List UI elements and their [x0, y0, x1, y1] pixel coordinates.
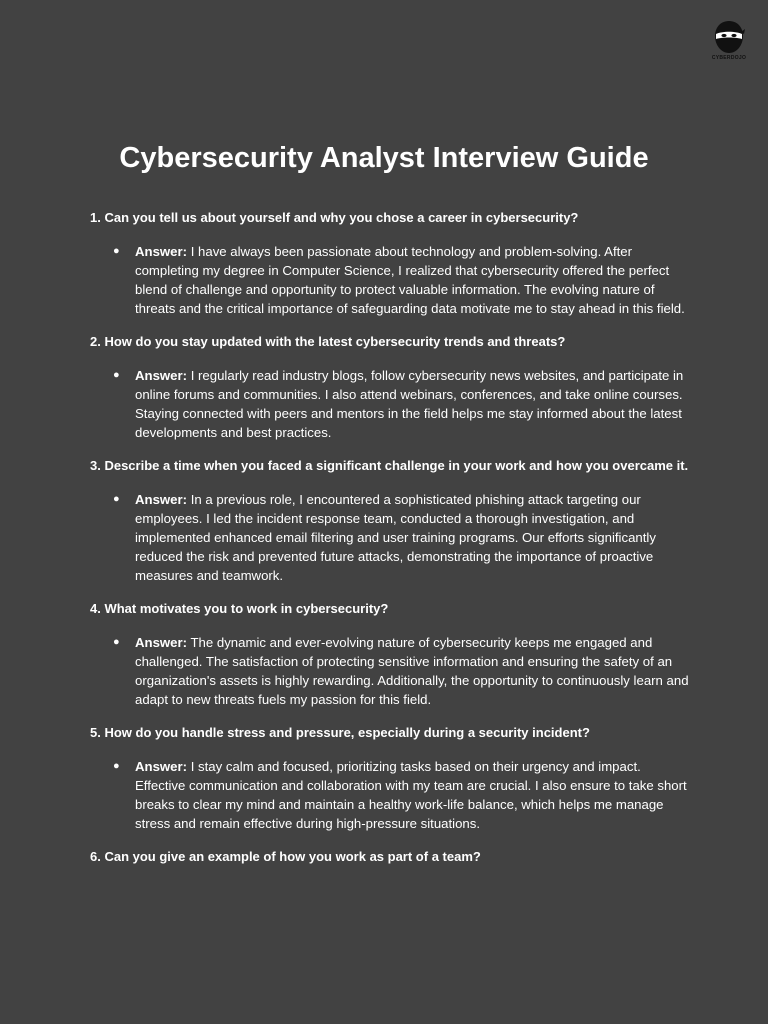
answer-text: In a previous role, I encountered a sophisticated phishing attack targeting our employees. I led the incident response team, conducted a thorough investigation, and implemented enhanced email filtering and user training programs. Our efforts significantly reduced the risk and prevented future attacks, demonstrating the importance of proactive measures and teamwork.: [135, 492, 656, 583]
question-heading: 4. What motivates you to work in cybersecurity?: [90, 601, 389, 616]
bullet-icon: ●: [113, 760, 120, 772]
answer-label: Answer:: [135, 759, 188, 774]
question-heading: 1. Can you tell us about yourself and why you chose a career in cybersecurity?: [90, 210, 579, 225]
question-heading: 2. How do you stay updated with the latest cybersecurity trends and threats?: [90, 334, 566, 349]
answer-bullet-item: [90, 366, 690, 442]
answer-label: Answer:: [135, 368, 188, 383]
answer-text: The dynamic and ever-evolving nature of cybersecurity keeps me engaged and challenged. The satisfaction of protecting sensitive information and ensuring the safety of an organization's assets is highly rewarding. Additionally, the opportunity to continuously learn and adapt to new threats fuels my passion for this field.: [135, 635, 689, 707]
ninja-mask-icon: [713, 20, 745, 54]
answer-label: Answer:: [135, 492, 188, 507]
answer-text: I regularly read industry blogs, follow cybersecurity news websites, and participate in online forums and communities. I also attend webinars, conferences, and take online courses. Staying connected with peers and mentors in the field helps me stay informed about the latest developments and best practices.: [135, 368, 684, 440]
answer-text: I stay calm and focused, prioritizing tasks based on their urgency and impact. Effective communication and collaboration with my team are crucial. I also ensure to take short breaks to clear my mind and maintain a healthy work-life balance, which helps me manage stress and remain effective during high-pressure situations.: [135, 759, 687, 831]
answer-label: Answer:: [135, 244, 188, 259]
question-heading: 3. Describe a time when you faced a significant challenge in your work and how you overcame it.: [90, 458, 689, 473]
qa-list: [90, 208, 690, 881]
bullet-icon: ●: [113, 493, 120, 505]
brand-name: CYBERDOJO: [711, 55, 747, 61]
bullet-icon: ●: [113, 245, 120, 257]
answer-label: Answer:: [135, 635, 188, 650]
question-heading: 5. How do you handle stress and pressure, especially during a security incident?: [90, 725, 590, 740]
answer-text: I have always been passionate about technology and problem-solving. After completing my degree in Computer Science, I realized that cybersecurity offered the perfect blend of challenge and opportunity to protect valuable information. The evolving nature of threats and the critical importance of safeguarding data motivate me to stay ahead in this field.: [135, 244, 685, 316]
answer-bullet-item: [90, 242, 690, 318]
page-title: Cybersecurity Analyst Interview Guide: [119, 142, 649, 174]
answer-bullet-item: [90, 490, 690, 585]
answer-bullet-item: [90, 757, 690, 833]
answer-bullet-item: [90, 633, 690, 709]
question-heading: 6. Can you give an example of how you work as part of a team?: [90, 849, 481, 864]
bullet-icon: ●: [113, 636, 120, 648]
bullet-icon: ●: [113, 369, 120, 381]
brand-logo: [709, 20, 749, 66]
